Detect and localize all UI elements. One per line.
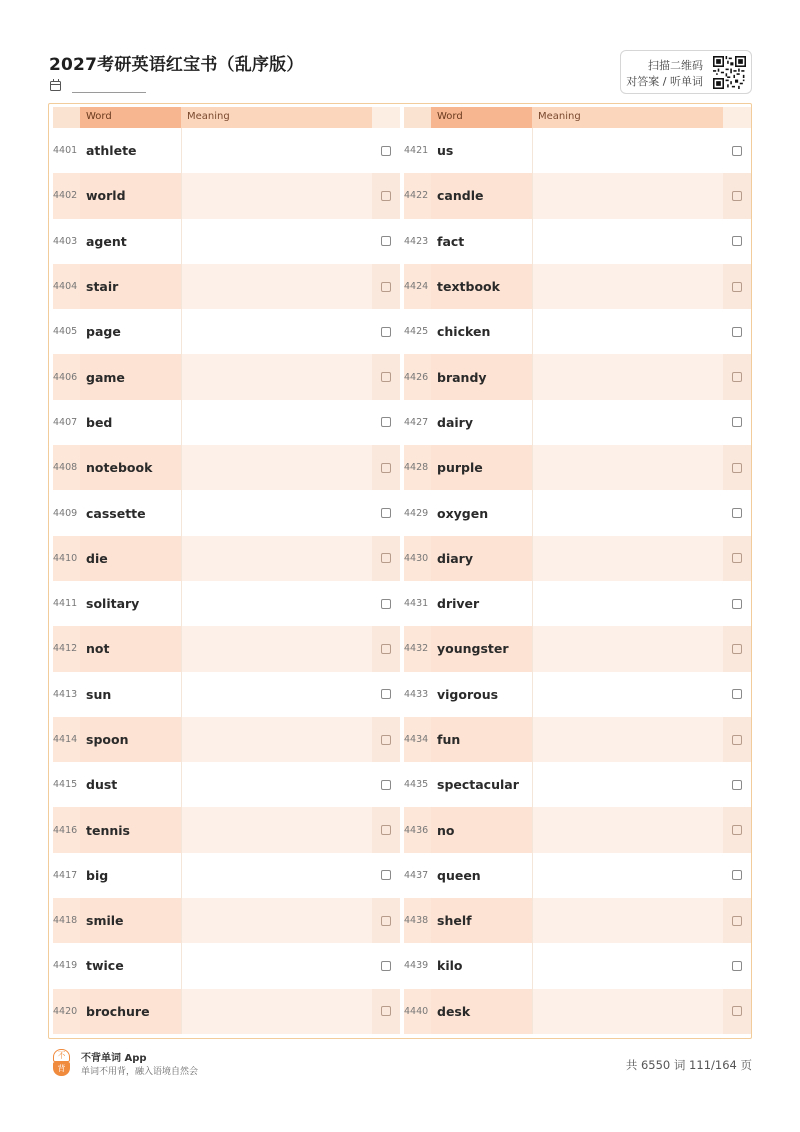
word-text: die [80, 536, 181, 581]
word-number: 4440 [404, 989, 431, 1034]
word-text: twice [86, 958, 124, 974]
checkbox-icon[interactable] [732, 417, 742, 427]
checkbox-icon[interactable] [732, 282, 742, 292]
checkbox-icon[interactable] [381, 463, 391, 473]
meaning-cell[interactable] [532, 173, 723, 218]
word-number: 4438 [404, 898, 431, 943]
checkbox-cell [723, 807, 751, 852]
checkbox-cell [372, 672, 400, 717]
table-row [404, 717, 751, 762]
meaning-cell[interactable] [532, 943, 723, 988]
table-row [53, 354, 400, 399]
word-number: 4417 [53, 869, 78, 881]
word-text: spectacular [437, 777, 519, 793]
checkbox-cell [372, 309, 400, 354]
checkbox-icon[interactable] [381, 599, 391, 609]
word-number: 4427 [404, 416, 429, 428]
checkbox-cell [723, 626, 751, 671]
checkbox-icon[interactable] [732, 644, 742, 654]
checkbox-cell [372, 807, 400, 852]
meaning-cell[interactable] [532, 490, 723, 535]
logo-top: 不 [53, 1049, 70, 1062]
table-row [404, 128, 751, 173]
checkbox-cell [723, 853, 751, 898]
word-number: 4439 [404, 960, 429, 972]
header-number-cell [53, 107, 80, 128]
table-row [53, 762, 400, 807]
meaning-cell[interactable] [181, 400, 372, 445]
word-number: 4412 [53, 626, 80, 671]
checkbox-icon[interactable] [381, 236, 391, 246]
checkbox-icon[interactable] [732, 689, 742, 699]
checkbox-icon[interactable] [381, 327, 391, 337]
word-text: game [80, 354, 181, 399]
meaning-cell[interactable] [181, 445, 372, 490]
table-row [404, 445, 751, 490]
word-text: driver [437, 596, 480, 612]
checkbox-cell [723, 989, 751, 1034]
meaning-cell[interactable] [532, 354, 723, 399]
table-row [404, 807, 751, 852]
checkbox-cell [723, 581, 751, 626]
word-number: 4431 [404, 598, 429, 610]
meaning-cell[interactable] [181, 219, 372, 264]
table-row [53, 898, 400, 943]
word-number: 4407 [53, 416, 78, 428]
meaning-cell[interactable] [532, 853, 723, 898]
meaning-cell[interactable] [532, 898, 723, 943]
table-row [404, 490, 751, 535]
meaning-cell[interactable] [181, 581, 372, 626]
word-text: not [80, 626, 181, 671]
header-check-cell [723, 107, 751, 128]
header-check-cell [372, 107, 400, 128]
meaning-cell[interactable] [532, 536, 723, 581]
word-number: 4401 [53, 145, 78, 157]
table-row [53, 264, 400, 309]
word-number: 4410 [53, 536, 80, 581]
meaning-cell[interactable] [181, 672, 372, 717]
table-row [404, 400, 751, 445]
meaning-cell[interactable] [181, 536, 372, 581]
word-number: 4425 [404, 326, 429, 338]
qr-code-icon[interactable] [713, 56, 746, 89]
checkbox-cell [723, 219, 751, 264]
checkbox-cell [723, 672, 751, 717]
table-row [404, 853, 751, 898]
checkbox-cell [372, 354, 400, 399]
word-text: youngster [431, 626, 532, 671]
checkbox-icon[interactable] [381, 689, 391, 699]
word-text: page [86, 324, 121, 340]
meaning-cell[interactable] [532, 626, 723, 671]
word-number: 4406 [53, 354, 80, 399]
meaning-cell[interactable] [181, 762, 372, 807]
checkbox-icon[interactable] [381, 553, 391, 563]
checkbox-icon[interactable] [732, 463, 742, 473]
table-row [53, 219, 400, 264]
word-number: 4426 [404, 354, 431, 399]
word-text: brandy [431, 354, 532, 399]
checkbox-cell [723, 354, 751, 399]
checkbox-cell [723, 898, 751, 943]
checkbox-cell [372, 943, 400, 988]
checkbox-icon[interactable] [381, 644, 391, 654]
checkbox-icon[interactable] [732, 191, 742, 201]
word-text: us [437, 143, 454, 159]
meaning-cell[interactable] [181, 128, 372, 173]
table-row [404, 762, 751, 807]
checkbox-icon[interactable] [381, 916, 391, 926]
meaning-cell[interactable] [532, 717, 723, 762]
table-row [53, 853, 400, 898]
checkbox-icon[interactable] [732, 916, 742, 926]
page-info: 共 6550 词 111/164 页 [625, 1058, 752, 1072]
checkbox-cell [372, 219, 400, 264]
checkbox-icon[interactable] [381, 961, 391, 971]
table-row [53, 173, 400, 218]
checkbox-cell [372, 400, 400, 445]
word-number: 4420 [53, 989, 80, 1034]
vocab-column-right [404, 107, 751, 1034]
meaning-cell[interactable] [532, 762, 723, 807]
word-number: 4405 [53, 326, 78, 338]
word-number: 4430 [404, 536, 431, 581]
qr-caption [626, 58, 703, 90]
word-number: 4403 [53, 235, 78, 247]
table-row [53, 445, 400, 490]
checkbox-cell [723, 400, 751, 445]
table-row [404, 354, 751, 399]
checkbox-cell [372, 490, 400, 535]
word-text: spoon [80, 717, 181, 762]
checkbox-cell [372, 536, 400, 581]
meaning-cell[interactable] [181, 807, 372, 852]
checkbox-icon[interactable] [732, 735, 742, 745]
table-row [404, 264, 751, 309]
word-text: desk [431, 989, 532, 1034]
qr-panel[interactable] [620, 50, 752, 94]
meaning-cell[interactable] [181, 626, 372, 671]
word-text: chicken [437, 324, 491, 340]
table-row [53, 536, 400, 581]
meaning-cell[interactable] [532, 264, 723, 309]
checkbox-icon[interactable] [381, 191, 391, 201]
word-number: 4404 [53, 264, 80, 309]
checkbox-icon[interactable] [732, 961, 742, 971]
word-text: fact [437, 233, 465, 249]
checkbox-icon[interactable] [732, 1006, 742, 1016]
checkbox-icon[interactable] [381, 508, 391, 518]
word-number: 4415 [53, 779, 78, 791]
checkbox-icon[interactable] [732, 146, 742, 156]
word-text: kilo [437, 958, 463, 974]
word-number: 4435 [404, 779, 429, 791]
table-row [53, 989, 400, 1034]
word-number: 4408 [53, 445, 80, 490]
checkbox-cell [372, 626, 400, 671]
word-number: 4432 [404, 626, 431, 671]
checkbox-icon[interactable] [381, 417, 391, 427]
word-text: notebook [80, 445, 181, 490]
qr-caption-line1: 扫描二维码 [648, 59, 703, 72]
meaning-cell[interactable] [181, 264, 372, 309]
word-number: 4419 [53, 960, 78, 972]
checkbox-icon[interactable] [381, 1006, 391, 1016]
checkbox-icon[interactable] [381, 146, 391, 156]
table-row [53, 400, 400, 445]
table-header [404, 107, 751, 128]
word-text: athlete [86, 143, 137, 159]
calendar-icon [50, 81, 61, 91]
checkbox-icon[interactable] [732, 870, 742, 880]
vocab-column-left [53, 107, 400, 1034]
checkbox-icon[interactable] [381, 825, 391, 835]
word-number: 4434 [404, 717, 431, 762]
header-word: Word [80, 107, 181, 128]
header-meaning: Meaning [532, 107, 723, 128]
checkbox-icon[interactable] [732, 508, 742, 518]
table-row [404, 173, 751, 218]
meaning-cell[interactable] [181, 173, 372, 218]
table-row [53, 626, 400, 671]
table-row [404, 581, 751, 626]
word-number: 4402 [53, 173, 80, 218]
word-text: big [86, 867, 109, 883]
checkbox-cell [723, 264, 751, 309]
app-slogan: 单词不用背，融入语境自然会 [81, 1067, 199, 1077]
checkbox-cell [372, 762, 400, 807]
word-text: smile [80, 898, 181, 943]
meaning-cell[interactable] [181, 943, 372, 988]
table-row [53, 128, 400, 173]
word-text: bed [86, 414, 113, 430]
checkbox-cell [723, 536, 751, 581]
word-text: tennis [80, 807, 181, 852]
page-title: 2027考研英语红宝书（乱序版） [49, 55, 304, 75]
word-number: 4416 [53, 807, 80, 852]
word-number: 4424 [404, 264, 431, 309]
word-number: 4428 [404, 445, 431, 490]
table-header [53, 107, 400, 128]
checkbox-icon[interactable] [381, 735, 391, 745]
table-row [53, 490, 400, 535]
word-number: 4411 [53, 598, 78, 610]
date-input-line[interactable] [72, 92, 146, 93]
word-text: fun [431, 717, 532, 762]
word-text: diary [431, 536, 532, 581]
word-text: oxygen [437, 505, 489, 521]
word-number: 4418 [53, 898, 80, 943]
word-number: 4437 [404, 869, 429, 881]
qr-caption-line2: 对答案 / 听单词 [626, 75, 703, 88]
checkbox-cell [723, 943, 751, 988]
table-row [404, 672, 751, 717]
meaning-cell[interactable] [181, 309, 372, 354]
table-row [404, 536, 751, 581]
checkbox-icon[interactable] [732, 372, 742, 382]
table-row [404, 219, 751, 264]
checkbox-cell [372, 898, 400, 943]
checkbox-cell [372, 853, 400, 898]
word-text: textbook [431, 264, 532, 309]
word-number: 4429 [404, 507, 429, 519]
word-text: world [80, 173, 181, 218]
word-number: 4433 [404, 688, 429, 700]
word-text: purple [431, 445, 532, 490]
header-meaning: Meaning [181, 107, 372, 128]
table-row [53, 672, 400, 717]
table-row [53, 943, 400, 988]
checkbox-cell [723, 173, 751, 218]
checkbox-icon[interactable] [732, 327, 742, 337]
word-text: stair [80, 264, 181, 309]
checkbox-icon[interactable] [732, 825, 742, 835]
meaning-cell[interactable] [532, 309, 723, 354]
meaning-cell[interactable] [181, 989, 372, 1034]
word-number: 4409 [53, 507, 78, 519]
word-number: 4414 [53, 717, 80, 762]
word-number: 4423 [404, 235, 429, 247]
checkbox-cell [723, 309, 751, 354]
meaning-cell[interactable] [181, 717, 372, 762]
table-row [404, 898, 751, 943]
table-row [53, 717, 400, 762]
word-number: 4422 [404, 173, 431, 218]
word-text: solitary [86, 596, 140, 612]
meaning-cell[interactable] [181, 898, 372, 943]
checkbox-cell [723, 445, 751, 490]
checkbox-cell [723, 717, 751, 762]
table-row [404, 989, 751, 1034]
checkbox-cell [372, 989, 400, 1034]
word-text: cassette [86, 505, 146, 521]
checkbox-icon[interactable] [732, 236, 742, 246]
checkbox-icon[interactable] [381, 282, 391, 292]
checkbox-cell [372, 445, 400, 490]
checkbox-cell [372, 264, 400, 309]
table-row [53, 581, 400, 626]
word-text: sun [86, 686, 112, 702]
checkbox-cell [723, 762, 751, 807]
logo-bottom: 背 [53, 1062, 70, 1076]
meaning-cell[interactable] [181, 354, 372, 399]
table-row [53, 807, 400, 852]
meaning-cell[interactable] [532, 400, 723, 445]
checkbox-cell [372, 128, 400, 173]
checkbox-cell [372, 173, 400, 218]
app-logo [53, 1049, 70, 1076]
checkbox-cell [372, 717, 400, 762]
word-text: shelf [431, 898, 532, 943]
checkbox-icon[interactable] [381, 780, 391, 790]
meaning-cell[interactable] [532, 219, 723, 264]
header-number-cell [404, 107, 431, 128]
checkbox-cell [372, 581, 400, 626]
app-name: 不背单词 App [81, 1053, 147, 1064]
word-text: agent [86, 233, 127, 249]
word-text: queen [437, 867, 481, 883]
checkbox-icon[interactable] [381, 870, 391, 880]
table-row [53, 309, 400, 354]
word-number: 4436 [404, 807, 431, 852]
meaning-cell[interactable] [181, 853, 372, 898]
word-text: dust [86, 777, 118, 793]
meaning-cell[interactable] [532, 807, 723, 852]
meaning-cell[interactable] [532, 445, 723, 490]
word-text: no [431, 807, 532, 852]
checkbox-icon[interactable] [381, 372, 391, 382]
word-text: dairy [437, 414, 473, 430]
word-text: brochure [80, 989, 181, 1034]
word-text: vigorous [437, 686, 499, 702]
checkbox-icon[interactable] [732, 780, 742, 790]
meaning-cell[interactable] [181, 490, 372, 535]
checkbox-icon[interactable] [732, 599, 742, 609]
word-number: 4421 [404, 145, 429, 157]
table-row [404, 626, 751, 671]
meaning-cell[interactable] [532, 581, 723, 626]
header-word: Word [431, 107, 532, 128]
table-row [404, 309, 751, 354]
checkbox-cell [723, 128, 751, 173]
meaning-cell[interactable] [532, 128, 723, 173]
meaning-cell[interactable] [532, 989, 723, 1034]
meaning-cell[interactable] [532, 672, 723, 717]
checkbox-cell [723, 490, 751, 535]
checkbox-icon[interactable] [732, 553, 742, 563]
word-number: 4413 [53, 688, 78, 700]
table-row [404, 943, 751, 988]
word-text: candle [431, 173, 532, 218]
